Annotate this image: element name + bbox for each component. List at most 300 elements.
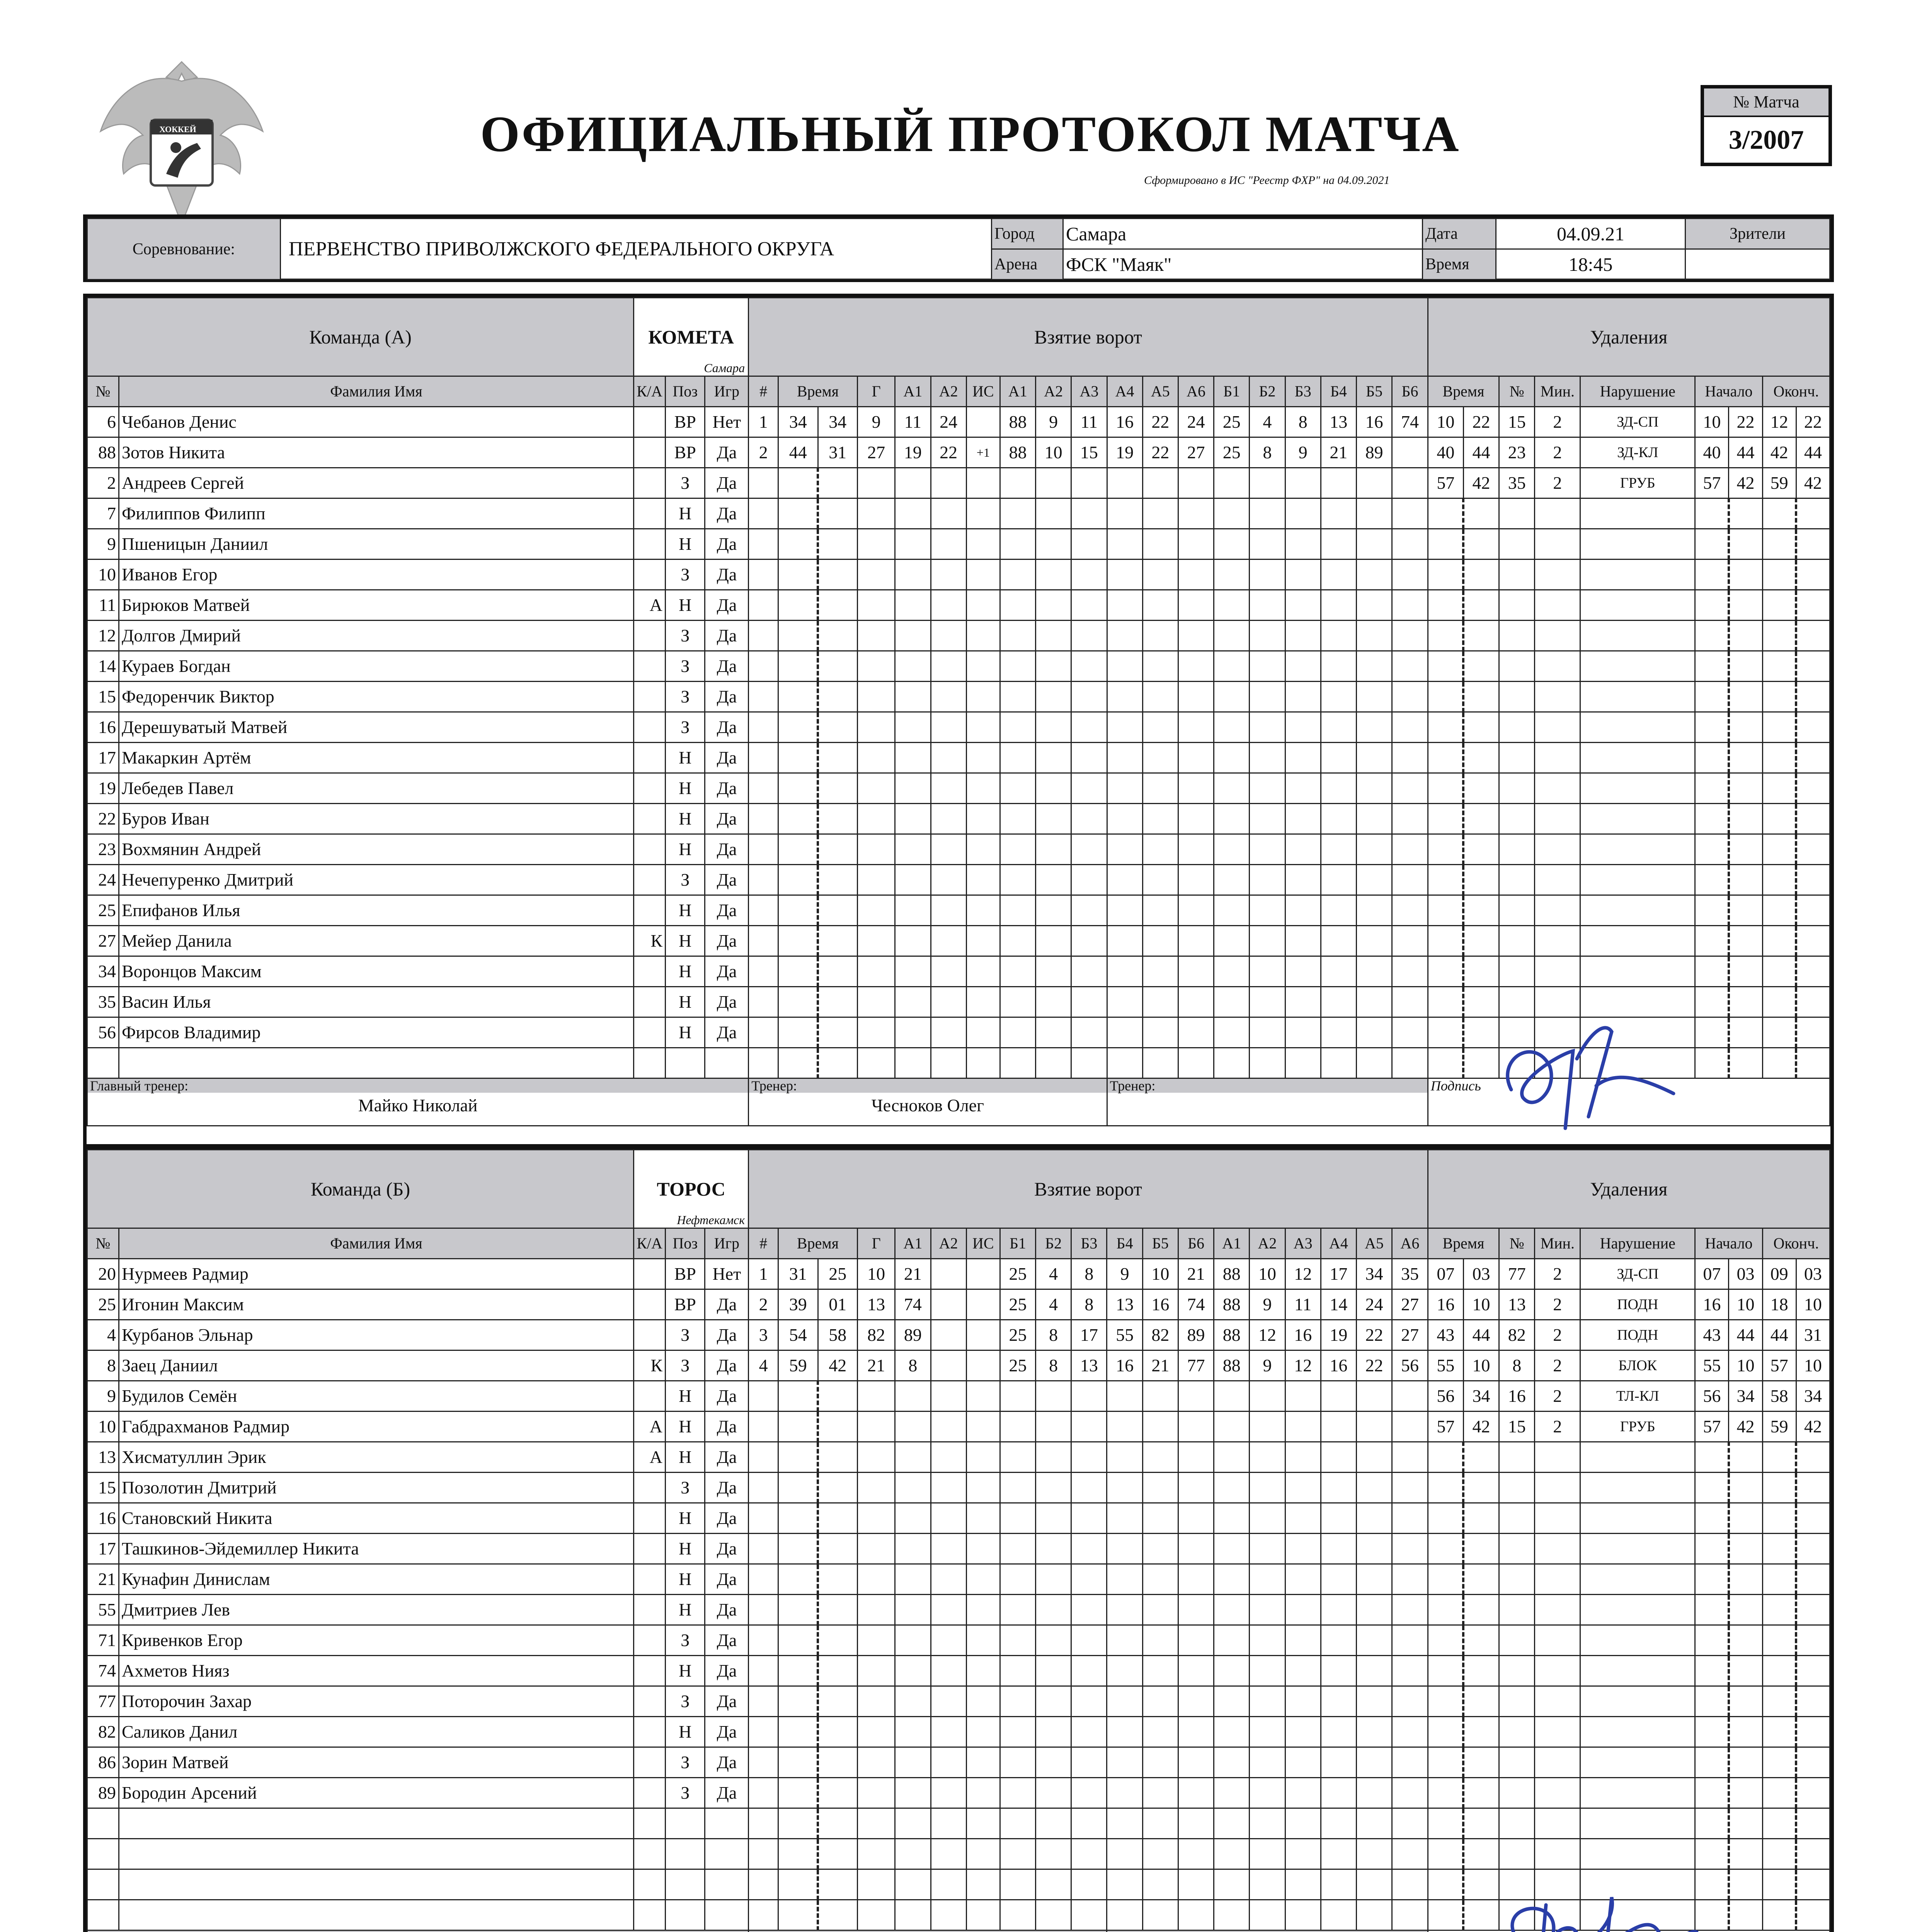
city-value: Самара bbox=[1063, 219, 1423, 249]
onice-player: 15 bbox=[1071, 437, 1107, 468]
empty-cell bbox=[1285, 1412, 1321, 1442]
empty-cell bbox=[1729, 498, 1762, 529]
empty-cell bbox=[1321, 1625, 1356, 1656]
player-name: Курбанов Эльнар bbox=[119, 1320, 633, 1350]
empty-cell bbox=[1071, 1534, 1107, 1564]
empty-cell bbox=[1321, 498, 1356, 529]
empty-cell bbox=[1580, 865, 1695, 895]
onice-opponent: 10 bbox=[1250, 1259, 1285, 1289]
empty-cell bbox=[1357, 529, 1392, 560]
empty-cell bbox=[1178, 987, 1214, 1017]
empty-cell bbox=[1729, 895, 1762, 926]
empty-cell bbox=[1392, 1534, 1428, 1564]
penalty-player: 15 bbox=[1499, 407, 1535, 437]
empty-cell bbox=[1796, 1839, 1830, 1869]
empty-cell bbox=[1036, 865, 1071, 895]
empty-cell bbox=[1796, 926, 1830, 956]
goal-no: 1 bbox=[749, 407, 778, 437]
player-played: Да bbox=[705, 1656, 749, 1686]
penalty-start-m: 07 bbox=[1695, 1259, 1729, 1289]
empty-cell bbox=[1580, 560, 1695, 590]
empty-cell bbox=[1535, 1808, 1580, 1839]
empty-cell bbox=[1729, 1686, 1762, 1717]
empty-cell bbox=[1762, 651, 1796, 682]
table-row bbox=[87, 1839, 1830, 1869]
player-ka bbox=[634, 529, 666, 560]
penalty-start-m: 16 bbox=[1695, 1289, 1729, 1320]
empty-cell bbox=[1000, 1778, 1035, 1808]
empty-cell bbox=[778, 1595, 818, 1625]
table-row bbox=[87, 682, 1830, 712]
player-no: 10 bbox=[87, 1412, 119, 1442]
penalty-start-s: 22 bbox=[1729, 407, 1762, 437]
empty-cell bbox=[1535, 1442, 1580, 1473]
goal-no: 2 bbox=[749, 437, 778, 468]
empty-cell bbox=[966, 1442, 1000, 1473]
player-name: Бирюков Матвей bbox=[119, 590, 633, 621]
match-number: 3/2007 bbox=[1728, 125, 1804, 155]
penalty-infraction: ЗД-СП bbox=[1580, 1259, 1695, 1289]
empty-cell bbox=[778, 773, 818, 804]
empty-cell bbox=[666, 1808, 705, 1839]
empty-cell bbox=[1580, 1839, 1695, 1869]
empty-cell bbox=[1729, 1017, 1762, 1048]
empty-cell bbox=[931, 1686, 966, 1717]
empty-cell bbox=[1357, 926, 1392, 956]
empty-cell bbox=[1357, 590, 1392, 621]
onice-opponent: 21 bbox=[1321, 437, 1356, 468]
penalty-sec: 44 bbox=[1463, 1320, 1499, 1350]
onice-player: 55 bbox=[1107, 1320, 1142, 1350]
empty-cell bbox=[1036, 1442, 1071, 1473]
empty-cell bbox=[1428, 1686, 1463, 1717]
empty-cell bbox=[778, 468, 818, 498]
player-played: Да bbox=[705, 743, 749, 773]
empty-cell bbox=[1285, 1686, 1321, 1717]
empty-cell bbox=[1463, 834, 1499, 865]
empty-cell bbox=[857, 1564, 895, 1595]
empty-cell bbox=[1142, 804, 1178, 834]
empty-cell bbox=[1036, 1900, 1071, 1930]
empty-cell bbox=[1695, 804, 1729, 834]
empty-cell bbox=[818, 1595, 857, 1625]
empty-cell bbox=[749, 1442, 778, 1473]
empty-cell bbox=[895, 865, 931, 895]
empty-cell bbox=[1321, 682, 1356, 712]
player-pos: Н bbox=[666, 1412, 705, 1442]
player-no: 34 bbox=[87, 956, 119, 987]
player-name: Васин Илья bbox=[119, 987, 633, 1017]
empty-cell bbox=[1463, 1442, 1499, 1473]
empty-cell bbox=[1214, 1717, 1250, 1747]
table-row bbox=[87, 437, 1830, 468]
penalty-end-m: 44 bbox=[1762, 1320, 1796, 1350]
player-no: 2 bbox=[87, 468, 119, 498]
empty-cell bbox=[1428, 1534, 1463, 1564]
empty-cell bbox=[1357, 682, 1392, 712]
empty-cell bbox=[1392, 1808, 1428, 1839]
player-ka bbox=[634, 1259, 666, 1289]
team_a-h-onice-1: А2 bbox=[1036, 376, 1071, 407]
goal-is bbox=[966, 1350, 1000, 1381]
empty-cell bbox=[1000, 1534, 1035, 1564]
empty-cell bbox=[749, 682, 778, 712]
empty-cell bbox=[1000, 1017, 1035, 1048]
empty-cell bbox=[1321, 621, 1356, 651]
empty-cell bbox=[1000, 926, 1035, 956]
player-ka bbox=[634, 651, 666, 682]
empty-cell bbox=[1796, 1048, 1830, 1078]
onice-opponent: 74 bbox=[1392, 407, 1428, 437]
penalty-end-s: 10 bbox=[1796, 1350, 1830, 1381]
empty-cell bbox=[1321, 1503, 1356, 1534]
empty-cell bbox=[857, 1503, 895, 1534]
player-played: Да bbox=[705, 1503, 749, 1534]
empty-cell bbox=[1107, 682, 1142, 712]
penalty-sec: 10 bbox=[1463, 1350, 1499, 1381]
player-name: Ташкинов-Эйдемиллер Никита bbox=[119, 1534, 633, 1564]
empty-cell bbox=[1321, 1747, 1356, 1778]
signature-team-b bbox=[1500, 1882, 1701, 1932]
empty-cell bbox=[1250, 712, 1285, 743]
empty-cell bbox=[1499, 895, 1535, 926]
city-label: Город bbox=[992, 219, 1063, 249]
empty-cell bbox=[1178, 1778, 1214, 1808]
empty-cell bbox=[1000, 1686, 1035, 1717]
penalty-min: 10 bbox=[1428, 407, 1463, 437]
team_a-h-played: Игр bbox=[705, 376, 749, 407]
empty-cell bbox=[1250, 1900, 1285, 1930]
penalty-start-s: 42 bbox=[1729, 468, 1762, 498]
team_a-h-name: Фамилия Имя bbox=[119, 376, 633, 407]
empty-cell bbox=[749, 468, 778, 498]
player-played: Да bbox=[705, 1595, 749, 1625]
empty-cell bbox=[1214, 1747, 1250, 1778]
empty-cell bbox=[857, 1808, 895, 1839]
empty-cell bbox=[1729, 1808, 1762, 1839]
empty-cell bbox=[1142, 1381, 1178, 1412]
empty-cell bbox=[818, 834, 857, 865]
onice-opponent: 9 bbox=[1250, 1289, 1285, 1320]
team_a-h-goal-time: Время bbox=[778, 376, 858, 407]
empty-cell bbox=[1071, 1778, 1107, 1808]
empty-cell bbox=[749, 865, 778, 895]
empty-cell bbox=[1000, 529, 1035, 560]
empty-cell bbox=[1428, 865, 1463, 895]
empty-cell bbox=[1250, 621, 1285, 651]
empty-cell bbox=[1214, 621, 1250, 651]
empty-cell bbox=[1036, 804, 1071, 834]
head-coach-name: Майко Николай bbox=[358, 1095, 478, 1115]
empty-cell bbox=[1580, 956, 1695, 987]
empty-cell bbox=[1250, 651, 1285, 682]
empty-cell bbox=[1729, 743, 1762, 773]
empty-cell bbox=[1392, 1412, 1428, 1442]
empty-cell bbox=[857, 1686, 895, 1717]
empty-cell bbox=[818, 773, 857, 804]
empty-cell bbox=[1178, 498, 1214, 529]
empty-cell bbox=[1036, 1839, 1071, 1869]
player-played: Да bbox=[705, 468, 749, 498]
empty-cell bbox=[1000, 1808, 1035, 1839]
empty-cell bbox=[1036, 468, 1071, 498]
goal-scorer: 10 bbox=[857, 1259, 895, 1289]
player-no: 25 bbox=[87, 895, 119, 926]
empty-cell bbox=[1392, 956, 1428, 987]
player-ka bbox=[634, 1595, 666, 1625]
empty-cell bbox=[1214, 560, 1250, 590]
empty-cell bbox=[966, 560, 1000, 590]
empty-cell bbox=[778, 804, 818, 834]
empty-cell bbox=[818, 1442, 857, 1473]
empty-cell bbox=[1178, 712, 1214, 743]
empty-cell bbox=[1036, 987, 1071, 1017]
team-b-section bbox=[83, 1146, 1834, 1932]
empty-cell bbox=[1214, 865, 1250, 895]
empty-cell bbox=[1285, 956, 1321, 987]
empty-cell bbox=[749, 1625, 778, 1656]
table-row bbox=[87, 498, 1830, 529]
player-pos: Н bbox=[666, 773, 705, 804]
team_b-h-p-inf: Нарушение bbox=[1580, 1228, 1695, 1259]
penalty-infraction: ПОДН bbox=[1580, 1320, 1695, 1350]
empty-cell bbox=[1695, 590, 1729, 621]
penalty-player: 8 bbox=[1499, 1350, 1535, 1381]
empty-cell bbox=[778, 1808, 818, 1839]
signature-label: Подпись bbox=[1430, 1078, 1481, 1094]
player-ka bbox=[634, 1625, 666, 1656]
penalty-minutes: 2 bbox=[1535, 407, 1580, 437]
empty-cell bbox=[1428, 651, 1463, 682]
team_a-h-onice-opp-3: Б4 bbox=[1321, 376, 1356, 407]
player-ka bbox=[634, 773, 666, 804]
player-pos: Н bbox=[666, 1595, 705, 1625]
empty-cell bbox=[1499, 804, 1535, 834]
empty-cell bbox=[1762, 1808, 1796, 1839]
empty-cell bbox=[1535, 1747, 1580, 1778]
empty-cell bbox=[1535, 926, 1580, 956]
empty-cell bbox=[931, 1442, 966, 1473]
onice-player: 21 bbox=[1142, 1350, 1178, 1381]
empty-cell bbox=[1499, 1625, 1535, 1656]
empty-cell bbox=[1178, 1747, 1214, 1778]
coach-name: Чесноков Олег bbox=[871, 1095, 984, 1115]
empty-cell bbox=[895, 1625, 931, 1656]
empty-cell bbox=[1285, 1048, 1321, 1078]
empty-cell bbox=[1036, 1747, 1071, 1778]
empty-cell bbox=[1580, 1717, 1695, 1747]
empty-cell bbox=[1036, 498, 1071, 529]
empty-cell bbox=[1285, 498, 1321, 529]
penalty-end-s: 44 bbox=[1796, 437, 1830, 468]
empty-cell bbox=[1107, 1839, 1142, 1869]
player-pos: З bbox=[666, 1350, 705, 1381]
empty-cell bbox=[895, 1473, 931, 1503]
empty-cell bbox=[1428, 834, 1463, 865]
empty-cell bbox=[1357, 956, 1392, 987]
onice-opponent: 16 bbox=[1321, 1350, 1356, 1381]
penalty-minutes: 2 bbox=[1535, 437, 1580, 468]
onice-opponent: 13 bbox=[1321, 407, 1356, 437]
empty-cell bbox=[1000, 1564, 1035, 1595]
goal-a2: 22 bbox=[931, 437, 966, 468]
empty-cell bbox=[1729, 1625, 1762, 1656]
empty-cell bbox=[634, 1869, 666, 1900]
empty-cell bbox=[1142, 1747, 1178, 1778]
empty-cell bbox=[1107, 590, 1142, 621]
empty-cell bbox=[966, 895, 1000, 926]
empty-cell bbox=[1142, 1534, 1178, 1564]
empty-cell bbox=[1762, 1686, 1796, 1717]
empty-cell bbox=[966, 1869, 1000, 1900]
empty-cell bbox=[966, 1564, 1000, 1595]
empty-cell bbox=[778, 956, 818, 987]
empty-cell bbox=[1107, 1503, 1142, 1534]
empty-cell bbox=[1285, 1381, 1321, 1412]
empty-cell bbox=[1762, 1595, 1796, 1625]
empty-cell bbox=[1036, 651, 1071, 682]
team_a-h-onice-opp-4: Б5 bbox=[1357, 376, 1392, 407]
empty-cell bbox=[1250, 895, 1285, 926]
empty-cell bbox=[1036, 590, 1071, 621]
empty-cell bbox=[1250, 865, 1285, 895]
empty-cell bbox=[1142, 1048, 1178, 1078]
empty-cell bbox=[749, 1778, 778, 1808]
empty-cell bbox=[931, 1048, 966, 1078]
empty-cell bbox=[1321, 834, 1356, 865]
empty-cell bbox=[895, 1839, 931, 1869]
empty-cell bbox=[749, 1900, 778, 1930]
empty-cell bbox=[895, 987, 931, 1017]
player-no: 82 bbox=[87, 1717, 119, 1747]
empty-cell bbox=[1499, 926, 1535, 956]
empty-cell bbox=[1463, 1778, 1499, 1808]
empty-cell bbox=[1285, 1747, 1321, 1778]
empty-cell bbox=[1250, 498, 1285, 529]
penalty-end-m: 42 bbox=[1762, 437, 1796, 468]
empty-cell bbox=[1178, 1595, 1214, 1625]
empty-cell bbox=[1142, 682, 1178, 712]
empty-cell bbox=[1357, 1869, 1392, 1900]
empty-cell bbox=[1463, 1595, 1499, 1625]
empty-cell bbox=[1036, 529, 1071, 560]
empty-cell bbox=[857, 1625, 895, 1656]
empty-cell bbox=[778, 1503, 818, 1534]
empty-cell bbox=[1695, 712, 1729, 743]
empty-cell bbox=[1357, 1595, 1392, 1625]
empty-cell bbox=[1695, 1625, 1729, 1656]
onice-player: 27 bbox=[1178, 437, 1214, 468]
table-row bbox=[87, 529, 1830, 560]
empty-cell bbox=[1535, 651, 1580, 682]
empty-cell bbox=[1285, 621, 1321, 651]
empty-cell bbox=[818, 1656, 857, 1686]
empty-cell bbox=[1392, 987, 1428, 1017]
empty-cell bbox=[749, 1534, 778, 1564]
player-name: Зорин Матвей bbox=[119, 1747, 633, 1778]
player-name: Воронцов Максим bbox=[119, 956, 633, 987]
empty-cell bbox=[1463, 956, 1499, 987]
player-name: Иванов Егор bbox=[119, 560, 633, 590]
empty-cell bbox=[1036, 773, 1071, 804]
empty-cell bbox=[1463, 743, 1499, 773]
table-row bbox=[87, 621, 1830, 651]
player-no: 71 bbox=[87, 1625, 119, 1656]
empty-cell bbox=[1428, 590, 1463, 621]
empty-cell bbox=[1071, 1503, 1107, 1534]
empty-cell bbox=[931, 1625, 966, 1656]
empty-cell bbox=[1392, 1503, 1428, 1534]
penalty-start-s: 10 bbox=[1729, 1350, 1762, 1381]
empty-cell bbox=[1321, 712, 1356, 743]
empty-cell bbox=[749, 743, 778, 773]
player-pos: ВР bbox=[666, 437, 705, 468]
empty-cell bbox=[1463, 560, 1499, 590]
empty-cell bbox=[749, 1564, 778, 1595]
empty-cell bbox=[1285, 1595, 1321, 1625]
goal-no: 2 bbox=[749, 1289, 778, 1320]
empty-cell bbox=[1250, 529, 1285, 560]
empty-cell bbox=[778, 1747, 818, 1778]
empty-cell bbox=[749, 895, 778, 926]
empty-cell bbox=[931, 682, 966, 712]
onice-opponent: 89 bbox=[1357, 437, 1392, 468]
empty-cell bbox=[895, 1017, 931, 1048]
empty-cell bbox=[857, 926, 895, 956]
empty-cell bbox=[966, 1747, 1000, 1778]
empty-cell bbox=[1762, 1625, 1796, 1656]
empty-cell bbox=[1036, 1595, 1071, 1625]
empty-cell bbox=[1428, 682, 1463, 712]
empty-cell bbox=[1357, 773, 1392, 804]
empty-cell bbox=[895, 498, 931, 529]
player-no: 24 bbox=[87, 865, 119, 895]
empty-cell bbox=[749, 773, 778, 804]
empty-cell bbox=[857, 590, 895, 621]
onice-player: 8 bbox=[1036, 1350, 1071, 1381]
empty-cell bbox=[778, 1412, 818, 1442]
goal-min: 44 bbox=[778, 437, 818, 468]
table-row bbox=[87, 1381, 1830, 1412]
table-row bbox=[87, 773, 1830, 804]
empty-cell bbox=[1499, 1808, 1535, 1839]
player-pos: З bbox=[666, 865, 705, 895]
empty-cell bbox=[1428, 926, 1463, 956]
goal-sec: 31 bbox=[818, 437, 857, 468]
player-name: Андреев Сергей bbox=[119, 468, 633, 498]
empty-cell bbox=[1499, 1686, 1535, 1717]
empty-cell bbox=[1796, 1442, 1830, 1473]
empty-cell bbox=[1729, 1595, 1762, 1625]
team_a-h-ka: К/А bbox=[634, 376, 666, 407]
empty-cell bbox=[1796, 1503, 1830, 1534]
coach-label: Тренер: bbox=[749, 1079, 1106, 1093]
empty-cell bbox=[749, 1869, 778, 1900]
empty-cell bbox=[1357, 468, 1392, 498]
player-no: 25 bbox=[87, 1289, 119, 1320]
onice-opponent: 12 bbox=[1285, 1259, 1321, 1289]
empty-cell bbox=[1285, 987, 1321, 1017]
empty-cell bbox=[895, 712, 931, 743]
empty-cell bbox=[1250, 834, 1285, 865]
empty-cell bbox=[1463, 1900, 1499, 1930]
empty-cell bbox=[1178, 1048, 1214, 1078]
empty-cell bbox=[1142, 1717, 1178, 1747]
empty-cell bbox=[1695, 1808, 1729, 1839]
empty-cell bbox=[1071, 1595, 1107, 1625]
signature-team-a bbox=[1488, 1012, 1689, 1140]
empty-cell bbox=[1214, 834, 1250, 865]
